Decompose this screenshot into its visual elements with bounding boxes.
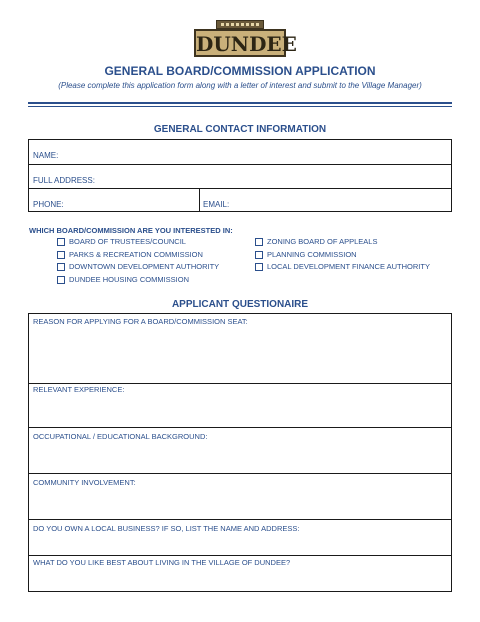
name-label: NAME: xyxy=(33,151,59,160)
checkbox-icon[interactable] xyxy=(57,251,65,259)
contact-heading: GENERAL CONTACT INFORMATION xyxy=(153,124,327,135)
checkbox-label: PARKS & RECREATION COMMISSION xyxy=(69,250,203,259)
checkbox-label: PLANNING COMMISSION xyxy=(267,250,357,259)
checkbox-icon[interactable] xyxy=(57,238,65,246)
divider xyxy=(199,188,200,212)
email-label: EMAIL: xyxy=(203,200,230,209)
divider xyxy=(29,473,451,474)
divider xyxy=(29,164,451,165)
checkbox-planning-commission[interactable] xyxy=(255,250,357,259)
question-label: REASON FOR APPLYING FOR A BOARD/COMMISSION SEAT: xyxy=(33,317,248,326)
checkbox-label: DUNDEE HOUSING COMMISSION xyxy=(69,275,190,284)
checkbox-board-of-trustees[interactable] xyxy=(57,237,186,246)
divider xyxy=(29,519,451,520)
checkbox-icon[interactable] xyxy=(57,263,65,271)
contact-table xyxy=(28,139,452,212)
checkbox-local-development-finance[interactable] xyxy=(255,262,430,271)
divider xyxy=(29,555,451,556)
checkbox-icon[interactable] xyxy=(255,238,263,246)
header-rule-thin xyxy=(28,106,452,107)
logo-plate xyxy=(194,29,297,57)
questionnaire-table xyxy=(28,313,452,592)
checkbox-icon[interactable] xyxy=(255,263,263,271)
checkbox-zoning-board[interactable] xyxy=(255,237,377,246)
question-label: OCCUPATIONAL / EDUCATIONAL BACKGROUND: xyxy=(33,432,208,441)
checkbox-parks-recreation[interactable] xyxy=(57,250,203,259)
checkbox-label: BOARD OF TRUSTEES/COUNCIL xyxy=(69,237,186,246)
dundee-logo xyxy=(194,20,297,60)
checkbox-icon[interactable] xyxy=(57,276,65,284)
interest-prompt: WHICH BOARD/COMMISSION ARE YOU INTERESTED IN: xyxy=(29,226,233,235)
divider xyxy=(29,188,451,189)
question-label: COMMUNITY INVOLVEMENT: xyxy=(33,478,136,487)
divider xyxy=(29,427,451,428)
question-label: DO YOU OWN A LOCAL BUSINESS? IF SO, LIST THE NAME AND ADDRESS: xyxy=(33,524,300,533)
address-label: FULL ADDRESS: xyxy=(33,176,95,185)
page-subtitle: (Please complete this application form along with a letter of interest and submit to the Village Manager) xyxy=(58,81,422,90)
page-title: GENERAL BOARD/COMMISSION APPLICATION xyxy=(104,64,376,78)
checkbox-downtown-development[interactable] xyxy=(57,262,219,271)
header-rule-thick xyxy=(28,102,452,104)
question-label: RELEVANT EXPERIENCE: xyxy=(33,385,125,394)
checkbox-housing-commission[interactable] xyxy=(57,275,189,284)
checkbox-icon[interactable] xyxy=(255,251,263,259)
questionnaire-heading: APPLICANT QUESTIONAIRE xyxy=(171,299,309,310)
checkbox-label: DOWNTOWN DEVELOPMENT AUTHORITY xyxy=(69,262,220,271)
checkbox-label: LOCAL DEVELOPMENT FINANCE AUTHORITY xyxy=(267,262,430,271)
logo-text: DUNDEE xyxy=(196,32,297,56)
divider xyxy=(29,383,451,384)
phone-label: PHONE: xyxy=(33,200,64,209)
checkbox-label: ZONING BOARD OF APPLEALS xyxy=(267,237,378,246)
logo-building-icon xyxy=(216,20,264,29)
question-label: WHAT DO YOU LIKE BEST ABOUT LIVING IN THE VILLAGE OF DUNDEE? xyxy=(33,558,291,567)
